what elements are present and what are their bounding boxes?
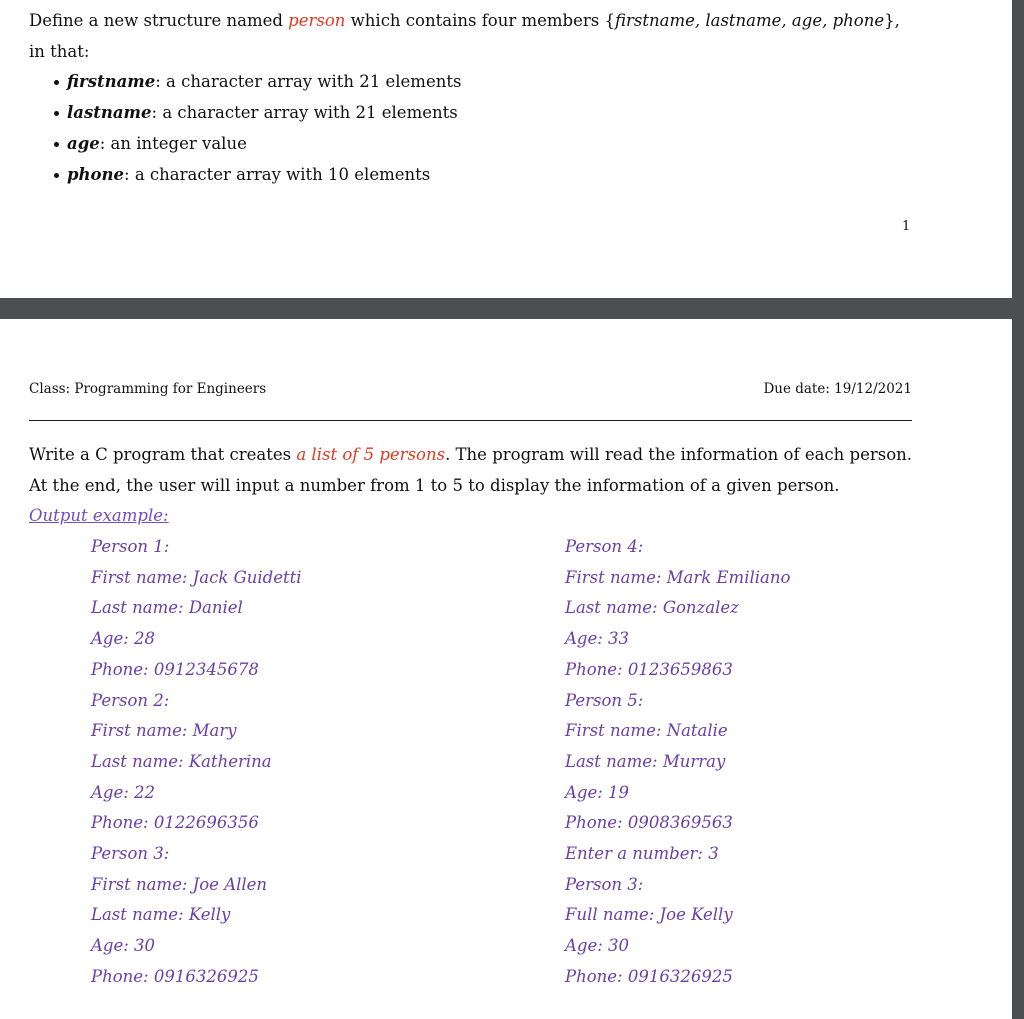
output-line: Phone: 0912345678 [91,659,259,679]
list-item: phone: a character array with 10 elements [67,160,919,191]
list-item: firstname: a character array with 21 elements [67,67,919,98]
output-line: First name: Natalie [565,721,728,741]
task-line-1: Write a C program that creates a list of 5 persons. The program will read the information of each person. [29,445,913,464]
output-line: Phone: 0916326925 [91,966,259,986]
output-example-label: Output example: [29,506,169,526]
output-line: Last name: Murray [565,751,726,771]
output-line: First name: Joe Allen [91,874,268,894]
output-column-left [91,532,302,993]
task-description [29,440,929,532]
output-line: Age: 22 [91,782,156,802]
list-item: age: an integer value [67,129,919,160]
output-line: First name: Mark Emiliano [565,567,791,587]
output-line: Full name: Joe Kelly [565,905,733,925]
task-line-2: At the end, the user will input a number from 1 to 5 to display the information of a given person. [29,475,840,495]
output-line: Age: 30 [91,936,156,956]
page-number: 1 [902,219,911,234]
viewer-scroll-track[interactable] [1012,0,1024,1007]
output-column-right [565,532,790,993]
output-line: Person 4: [565,537,644,556]
output-line: Last name: Gonzalez [565,598,739,618]
output-line: Age: 33 [565,629,630,649]
task-highlight: a list of 5 persons [296,445,446,464]
members-list: firstname, lastname, age, phone [614,11,885,30]
output-line: Person 2: [91,690,170,710]
output-line: Phone: 0916326925 [565,966,733,986]
output-line: Last name: Daniel [91,598,243,618]
output-line: Phone: 0908369563 [565,813,733,833]
output-line: Person 1: [91,537,170,556]
structure-description [29,6,919,190]
list-item: lastname: a character array with 21 elements [67,98,919,129]
page-header [29,381,912,397]
output-line: Person 3: [565,874,644,894]
output-line: Age: 28 [91,629,156,649]
output-line: Phone: 0122696356 [91,813,259,833]
output-line: Age: 30 [565,936,630,956]
output-line: First name: Mary [91,721,237,741]
members-list-bullets [29,67,919,190]
output-line: Person 3: [91,844,170,864]
intro-line: Define a new structure named person which contains four members {firstname, lastname, age, phone}, [29,11,900,30]
output-line: Enter a number: 3 [565,844,719,864]
output-line: Age: 19 [565,782,630,802]
output-line: Last name: Kelly [91,905,231,925]
output-line: First name: Jack Guidetti [91,567,302,587]
class-label: Class: Programming for Engineers [29,381,267,397]
intro-line-2: in that: [29,41,90,61]
header-divider [29,420,912,421]
output-line: Phone: 0123659863 [565,659,733,679]
struct-name: person [288,11,346,30]
output-line: Person 5: [565,690,644,710]
due-date: Due date: 19/12/2021 [763,381,912,397]
output-line: Last name: Katherina [91,751,272,771]
